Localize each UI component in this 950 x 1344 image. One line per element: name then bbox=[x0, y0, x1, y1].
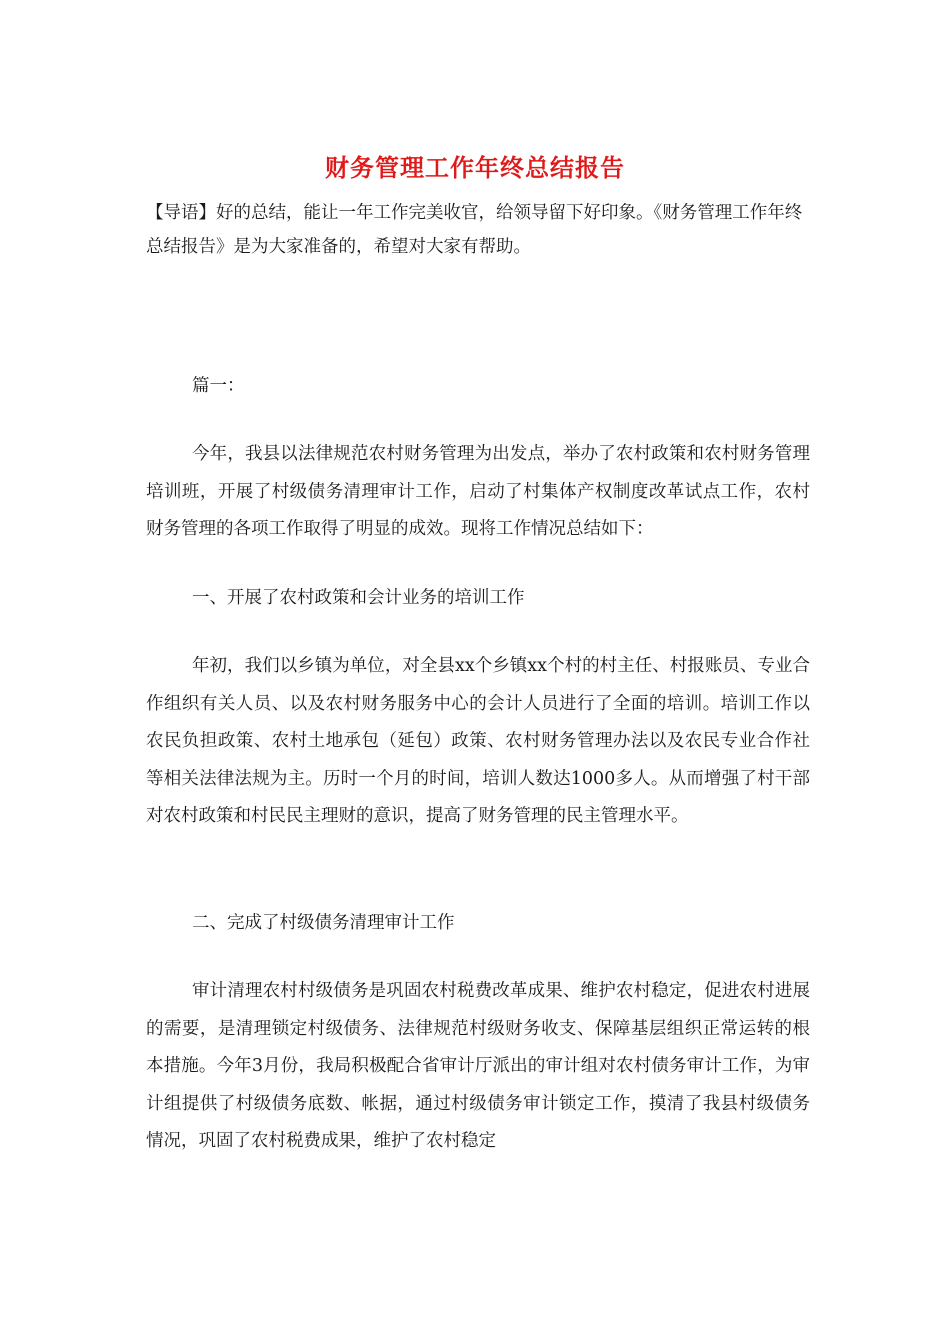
section-heading-1: 一、开展了农村政策和会计业务的培训工作 bbox=[192, 588, 525, 608]
body-paragraph-1: 年初，我们以乡镇为单位，对全县xx个乡镇xx个村的村主任、村报账员、专业合作组织有关人员、以及农村财务服务中心的会计人员进行了全面的培训。培训工作以农民负担政策、农村土地承包（延包）政策、农村财务管理办法以及农民专业合作社等相关法律法规为主。历时一个月的时间，培训人数达1000多人。从而增强了村干部对农村政策和村民民主理财的意识，提高了财务管理的民主管理水平。 bbox=[146, 656, 810, 826]
body-paragraph-2: 审计清理农村村级债务是巩固农村税费改革成果、维护农村稳定，促进农村进展的需要，是清理锁定村级债务、法律规范村级财务收支、保障基层组织正常运转的根本措施。今年3月份，我局积极配合省审计厅派出的审计组对农村债务审计工作，为审计组提供了村级债务底数、帐据，通过村级债务审计锁定工作，摸清了我县村级债务情况，巩固了农村税费成果，维护了农村稳定 bbox=[146, 981, 810, 1151]
opening-paragraph: 今年，我县以法律规范农村财务管理为出发点，举办了农村政策和农村财务管理培训班，开展了村级债务清理审计工作，启动了村集体产权制度改革试点工作，农村财务管理的各项工作取得了明显的成效。现将工作情况总结如下： bbox=[146, 444, 810, 539]
intro-paragraph: 【导语】好的总结，能让一年工作完美收官，给领导留下好印象。《财务管理工作年终总结报告》是为大家准备的，希望对大家有帮助。 bbox=[146, 203, 803, 257]
section-heading-2: 二、完成了村级债务清理审计工作 bbox=[192, 913, 455, 933]
section-label: 篇一： bbox=[192, 376, 245, 396]
document-title: 财务管理工作年终总结报告 bbox=[325, 153, 625, 182]
